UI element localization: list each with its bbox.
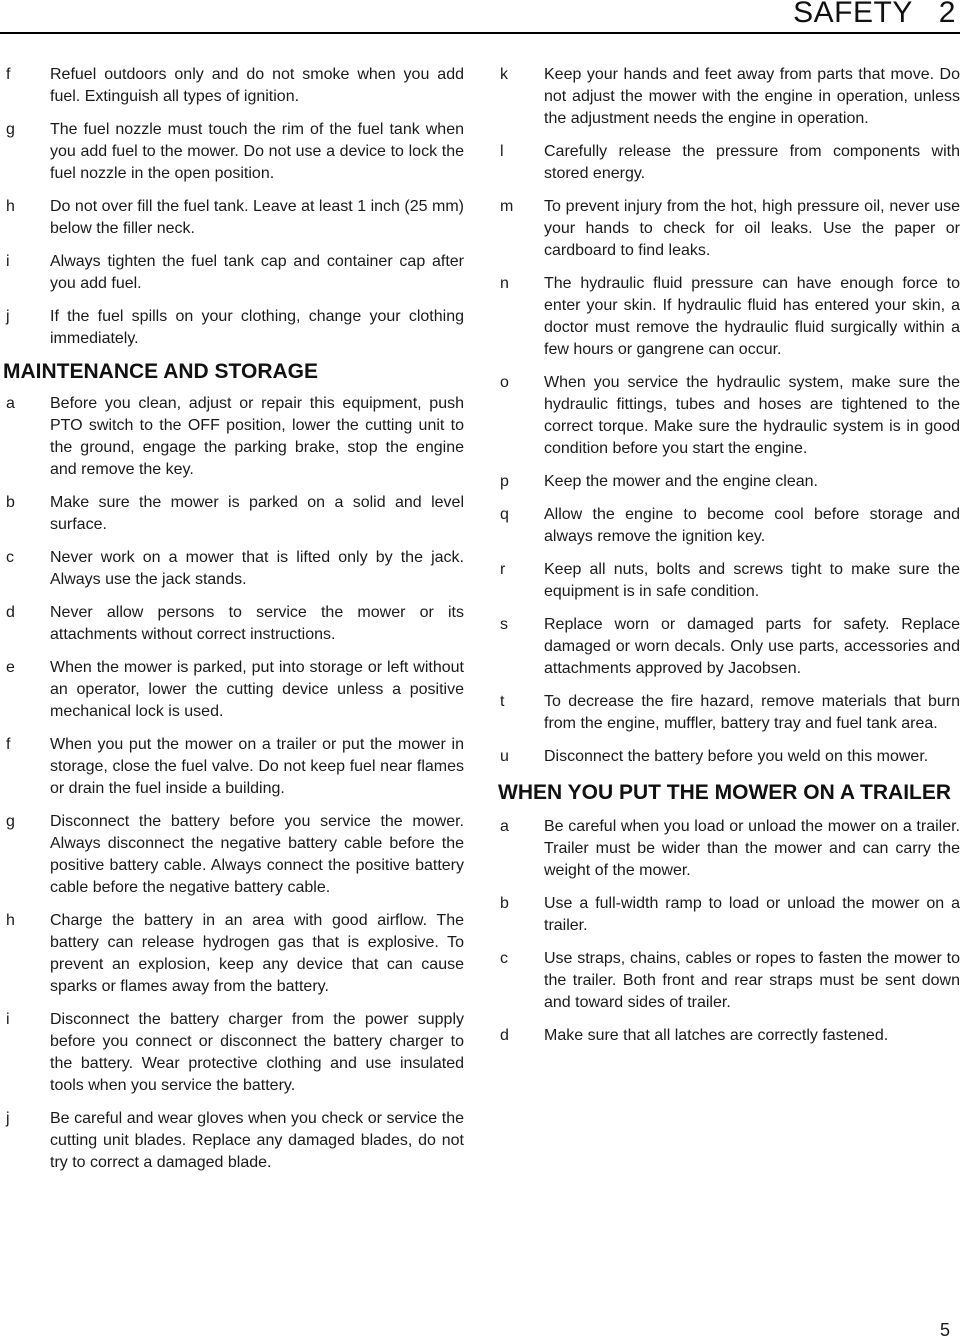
list-item [6,251,464,295]
item-letter: d [500,1027,509,1044]
list-item [500,691,960,735]
item-text: Keep all nuts, bolts and screws tight to make sure the equipment is in safe condition. [544,561,960,600]
list-item [500,746,960,768]
item-letter: f [6,736,11,753]
fuel-safety-list [6,64,464,350]
item-letter: b [6,494,15,511]
item-letter: h [6,198,15,215]
list-item [500,372,960,460]
list-item [500,196,960,262]
list-item [500,948,960,1014]
item-text: Use a full-width ramp to load or unload the mower on a trailer. [544,895,960,934]
item-letter: e [6,659,15,676]
item-text: The fuel nozzle must touch the rim of the fuel tank when you add fuel to the mower. Do not use a device to lock the fuel nozzle in the open position. [50,121,464,182]
list-item [6,602,464,646]
list-item [500,64,960,130]
trailer-list [500,816,960,1047]
item-text: Never work on a mower that is lifted only by the jack. Always use the jack stands. [50,549,464,588]
item-letter: s [500,616,508,633]
item-letter: n [500,275,509,292]
list-item [6,910,464,998]
item-text: Replace worn or damaged parts for safety. Replace damaged or worn decals. Only use parts, accessories and attachments approved by Jacobsen. [544,616,960,677]
item-text: Keep your hands and feet away from parts that move. Do not adjust the mower with the engine in operation, unless the adjustment needs the engine in operation. [544,66,960,127]
item-letter: j [6,1110,10,1127]
item-letter: c [6,549,14,566]
item-letter: g [6,121,15,138]
item-text: When the mower is parked, put into storage or left without an operator, lower the cutting device unless a positive mechanical lock is used. [50,659,464,720]
item-text: To decrease the fire hazard, remove materials that burn from the engine, muffler, battery tray and fuel tank area. [544,693,960,732]
item-text: Disconnect the battery before you service the mower. Always disconnect the negative battery cable before the positive battery cable. Always connect the positive battery cable before the negative battery cable. [50,813,464,896]
item-letter: u [500,748,509,765]
item-text: Before you clean, adjust or repair this equipment, push PTO switch to the OFF position, lower the cutting unit to the ground, engage the parking brake, stop the engine and remove the key. [50,395,464,478]
right-column [500,64,960,1058]
list-item [6,811,464,899]
list-item [500,614,960,680]
item-letter: j [6,308,10,325]
item-letter: a [500,818,509,835]
item-letter: i [6,1011,10,1028]
list-item [500,471,960,493]
item-text: Keep the mower and the engine clean. [544,473,818,490]
maintenance-heading: MAINTENANCE AND STORAGE [3,360,319,383]
item-text: Be careful when you load or unload the mower on a trailer. Trailer must be wider than the mower and can carry the weight of the mower. [544,818,960,879]
item-letter: l [500,143,504,160]
item-text: Make sure the mower is parked on a solid and level surface. [50,494,464,533]
item-text: Disconnect the battery before you weld on this mower. [544,748,929,765]
list-item [6,64,464,108]
item-letter: b [500,895,509,912]
item-text: To prevent injury from the hot, high pressure oil, never use your hands to check for oil leaks. Use the paper or cardboard to find leaks. [544,198,960,259]
item-text: The hydraulic fluid pressure can have enough force to enter your skin. If hydraulic fluid has entered your skin, a doctor must remove the hydraulic fluid surgically within a few hours or gangrene can occur. [544,275,960,358]
item-letter: p [500,473,509,490]
list-item [6,196,464,240]
item-text: Refuel outdoors only and do not smoke when you add fuel. Extinguish all types of ignition. [50,66,464,105]
item-text: If the fuel spills on your clothing, change your clothing immediately. [50,308,464,347]
item-letter: g [6,813,15,830]
item-letter: a [6,395,15,412]
list-item [500,893,960,937]
maintenance-list-left [6,393,464,1174]
item-text: Disconnect the battery charger from the power supply before you connect or disconnect the battery charger to the battery. Wear protective clothing and use insulated tools when you service the battery. [50,1011,464,1094]
list-item [6,393,464,481]
item-text: Be careful and wear gloves when you check or service the cutting unit blades. Replace any damaged blades, do not try to correct a damaged blade. [50,1110,464,1171]
list-item [500,273,960,361]
item-letter: d [6,604,15,621]
item-letter: k [500,66,508,83]
item-text: Charge the battery in an area with good airflow. The battery can release hydrogen gas that is explosive. To prevent an explosion, keep any device that can cause sparks or flames away from the battery. [50,912,464,995]
list-item [500,1025,960,1047]
header-title: SAFETY 2 [793,0,956,29]
list-item [6,1009,464,1097]
item-text: Allow the engine to become cool before storage and always remove the ignition key. [544,506,960,545]
item-text: Never allow persons to service the mower or its attachments without correct instructions. [50,604,464,643]
list-item [6,306,464,350]
item-letter: h [6,912,15,929]
maintenance-list-right [500,64,960,768]
list-item [500,559,960,603]
list-item [6,657,464,723]
item-letter: i [6,253,10,270]
list-item [6,547,464,591]
item-text: Do not over fill the fuel tank. Leave at least 1 inch (25 mm) below the filler neck. [50,198,464,237]
item-letter: f [6,66,11,83]
left-column [3,64,464,1185]
list-item [6,492,464,536]
item-text: Carefully release the pressure from components with stored energy. [544,143,960,182]
item-text: When you service the hydraulic system, make sure the hydraulic fittings, tubes and hoses are tightened to the correct torque. Make sure the hydraulic system is in good condition before you start the engine. [544,374,960,457]
list-item [500,504,960,548]
item-letter: c [500,950,508,967]
page-header [0,0,960,34]
item-letter: r [500,561,506,578]
list-item [6,734,464,800]
item-letter: o [500,374,509,391]
item-letter: t [500,693,505,710]
page-number: 5 [939,1320,950,1340]
trailer-heading: WHEN YOU PUT THE MOWER ON A TRAILER [498,781,952,804]
item-text: Make sure that all latches are correctly fastened. [544,1027,889,1044]
item-text: When you put the mower on a trailer or put the mower in storage, close the fuel valve. Do not keep fuel near flames or drain the fuel inside a building. [50,736,464,797]
list-item [6,1108,464,1174]
list-item [500,816,960,882]
list-item [6,119,464,185]
item-text: Always tighten the fuel tank cap and container cap after you add fuel. [50,253,464,292]
item-text: Use straps, chains, cables or ropes to fasten the mower to the trailer. Both front and rear straps must be sent down and toward sides of trailer. [544,950,960,1011]
list-item [500,141,960,185]
item-letter: q [500,506,509,523]
item-letter: m [500,198,514,215]
